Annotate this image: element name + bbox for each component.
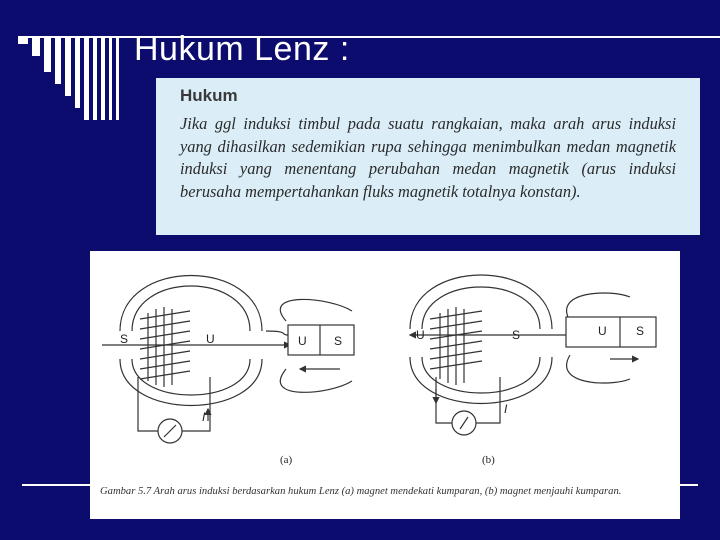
magnet-s-label-a: S bbox=[334, 334, 343, 348]
pole-label-a-right: U bbox=[206, 332, 215, 346]
pole-label-a-left: S bbox=[120, 332, 129, 346]
figure-b-label: (b) bbox=[482, 454, 495, 466]
law-definition-box bbox=[156, 78, 700, 235]
current-label-b: I bbox=[504, 402, 508, 416]
field-line bbox=[120, 276, 262, 332]
law-heading: Hukum bbox=[180, 86, 238, 105]
pole-label-b-right: S bbox=[512, 328, 521, 342]
magnet-n-label-a: U bbox=[298, 334, 307, 348]
pole-label-b-left: U bbox=[416, 328, 425, 342]
law-text: Jika ggl induksi timbul pada suatu rangkaian, maka arah arus induksi yang dihasilkan sedemikian rupa sehingga menimbulkan medan magnetik induksi yang menentang perubahan medan magnetik (arus induksi berusaha mempertahankan fluks magnetik totalnya konstan). bbox=[180, 114, 676, 201]
magnet-n-label-b: U bbox=[598, 324, 607, 338]
magnet-s-label-b: S bbox=[636, 324, 645, 338]
lenz-figure bbox=[90, 251, 680, 519]
slide-title: Hukum Lenz : bbox=[134, 30, 350, 68]
current-label-a: I bbox=[202, 410, 206, 424]
figure-caption: Gambar 5.7 Arah arus induksi berdasarkan hukum Lenz (a) magnet mendekati kumparan, (b) magnet menjauhi kumparan. bbox=[100, 486, 622, 497]
lenz-diagram bbox=[90, 251, 680, 519]
figure-a-label: (a) bbox=[280, 454, 293, 466]
